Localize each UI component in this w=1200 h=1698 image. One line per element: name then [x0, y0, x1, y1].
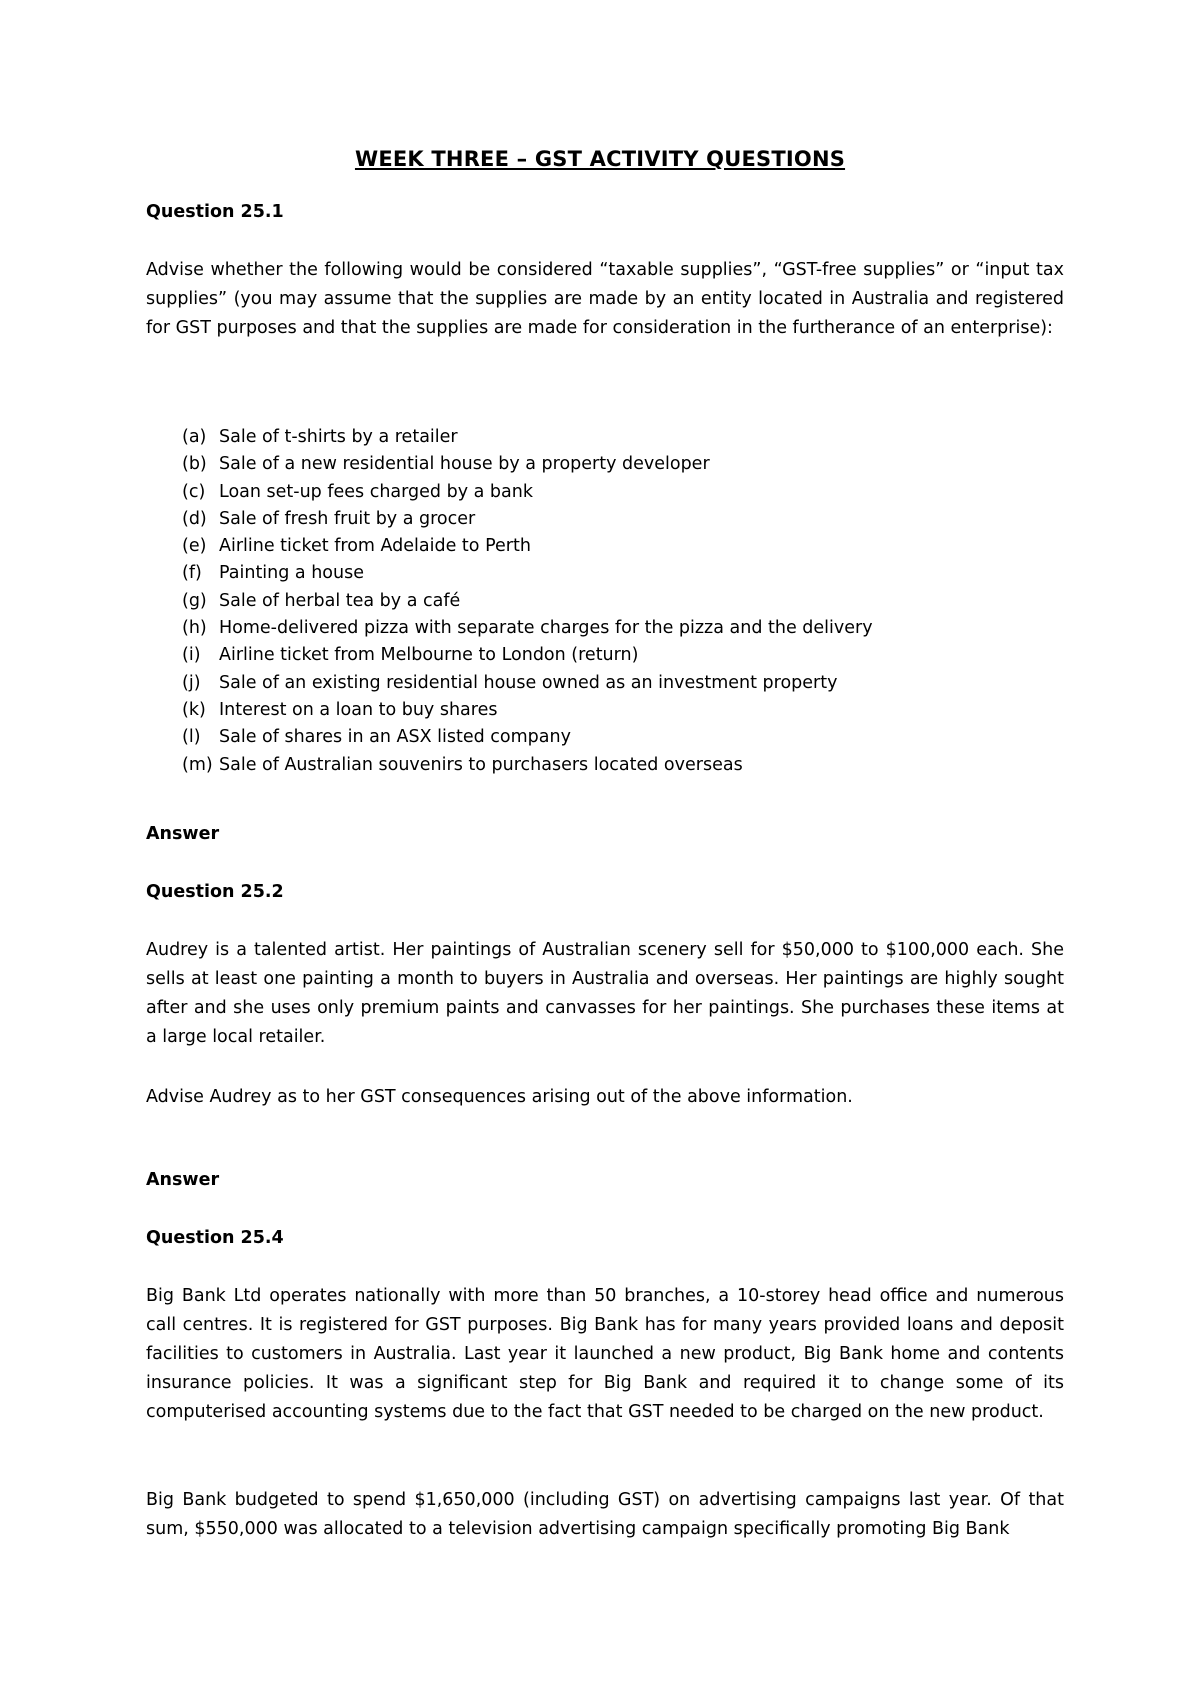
list-item-marker: (d) [182, 508, 207, 529]
list-item-marker: (j) [182, 672, 201, 693]
question-25-4-paragraph-1: Big Bank Ltd operates nationally with more than 50 branches, a 10-storey head office and numerous call centres. It is registered for GST purposes. Big Bank has for many years provided loans and deposit facilities to customers in Australia. Last year it launched a new product, Big Bank home and contents insurance policies. It was a significant step for Big Bank and required it to change some of its computerised accounting systems due to the fact that GST needed to be charged on the new product. [146, 1286, 1064, 1422]
list-item [182, 424, 873, 451]
list-item [182, 533, 873, 560]
list-item-marker: (l) [182, 727, 201, 748]
list-item-text: Sale of t-shirts by a retailer [219, 427, 458, 447]
list-item [182, 670, 873, 697]
list-item [182, 642, 873, 669]
list-item-text: Interest on a loan to buy shares [219, 699, 498, 720]
question-25-4-heading: Question 25.4 [146, 1228, 284, 1248]
list-item-text: Airline ticket from Adelaide to Perth [219, 536, 531, 557]
list-item-text: Sale of shares in an ASX listed company [219, 727, 571, 748]
list-item-marker: (a) [182, 427, 207, 447]
answer-label-2: Answer [146, 1170, 220, 1190]
list-item-text: Sale of an existing residential house owned as an investment property [219, 672, 838, 693]
list-item-marker: (i) [182, 645, 201, 666]
list-item [182, 588, 873, 615]
list-item [182, 615, 873, 642]
page-title: WEEK THREE – GST ACTIVITY QUESTIONS [354, 147, 846, 171]
list-item [182, 752, 873, 779]
list-item-text: Sale of a new residential house by a property developer [219, 454, 710, 475]
list-item [182, 479, 873, 506]
question-25-2-paragraph: Audrey is a talented artist. Her paintings of Australian scenery sell for $50,000 to $100,000 each. She sells at least one painting a month to buyers in Australia and overseas. Her paintings are highly sought after and she uses only premium paints and canvasses for her paintings. She purchases these items at a large local retailer. [146, 940, 1064, 1047]
list-item-marker: (h) [182, 618, 207, 639]
question-25-4-paragraph-2: Big Bank budgeted to spend $1,650,000 (including GST) on advertising campaigns last year. Of that sum, $550,000 was allocated to a television advertising campaign specifically promoting Big Bank [146, 1490, 1064, 1539]
list-item [182, 697, 873, 724]
list-item-text: Sale of herbal tea by a café [219, 590, 461, 611]
list-item-marker: (e) [182, 536, 207, 557]
list-item-marker: (m) [182, 754, 213, 775]
list-item-text: Painting a house [219, 563, 364, 584]
question-25-2-instruction: Advise Audrey as to her GST consequences arising out of the above information. [146, 1087, 853, 1107]
list-item-marker: (b) [182, 454, 207, 475]
list-item-marker: (f) [182, 563, 202, 584]
list-item-text: Home-delivered pizza with separate charges for the pizza and the delivery [219, 618, 873, 639]
list-item-text: Loan set-up fees charged by a bank [219, 481, 533, 502]
question-25-1-heading: Question 25.1 [146, 202, 284, 222]
list-item-text: Airline ticket from Melbourne to London (return) [219, 645, 639, 666]
supplies-list [182, 424, 873, 779]
list-item [182, 560, 873, 587]
list-item-text: Sale of fresh fruit by a grocer [219, 508, 476, 529]
list-item-marker: (g) [182, 590, 207, 611]
question-25-1-intro: Advise whether the following would be considered “taxable supplies”, “GST-free supplies” or “input tax supplies” (you may assume that the supplies are made by an entity located in Australia and registered for GST purposes and that the supplies are made for consideration in the furtherance of an enterprise): [146, 260, 1064, 338]
list-item [182, 451, 873, 478]
answer-label-1: Answer [146, 824, 220, 844]
question-25-2-heading: Question 25.2 [146, 882, 284, 902]
list-item-text: Sale of Australian souvenirs to purchasers located overseas [219, 754, 743, 775]
list-item-marker: (k) [182, 699, 206, 720]
list-item [182, 724, 873, 751]
list-item-marker: (c) [182, 481, 206, 502]
list-item [182, 506, 873, 533]
